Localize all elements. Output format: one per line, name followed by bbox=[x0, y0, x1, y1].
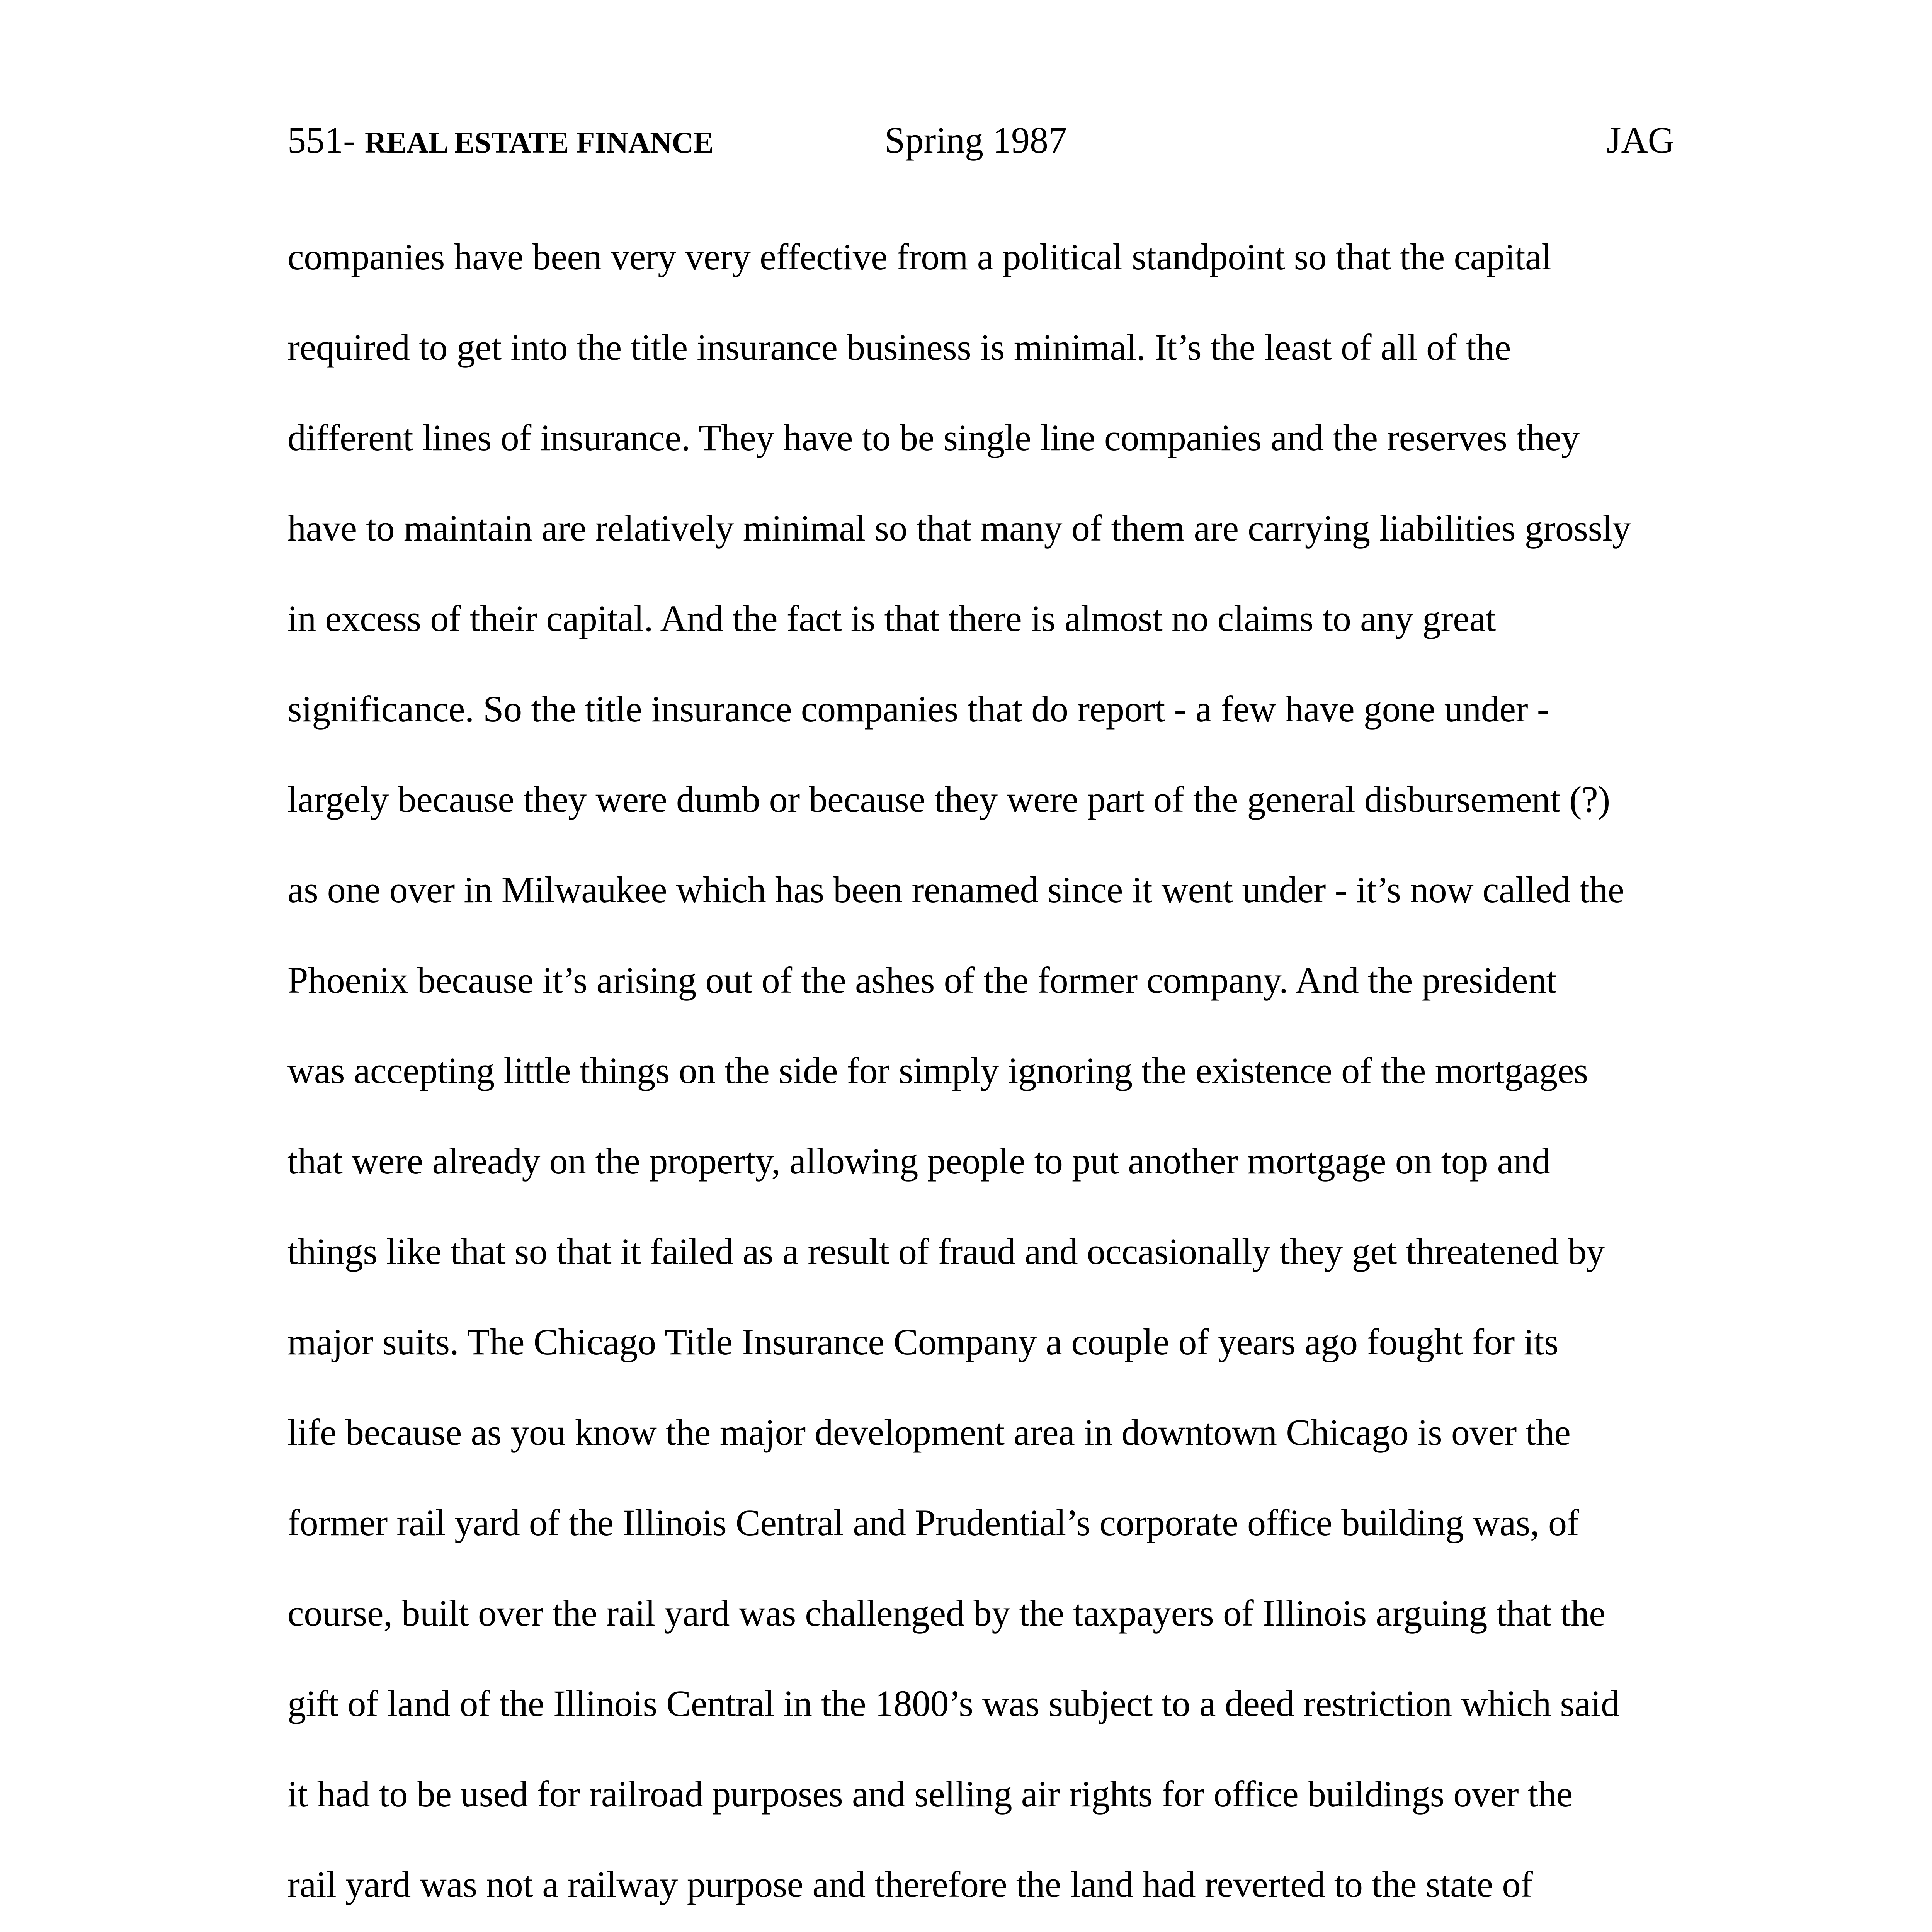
running-header bbox=[287, 115, 1675, 165]
text-line: different lines of insurance. They have to be single line companies and the reserves they bbox=[287, 417, 1580, 458]
text-line: as one over in Milwaukee which has been renamed since it went under - it’s now called the bbox=[287, 869, 1624, 910]
text-line: major suits. The Chicago Title Insurance Company a couple of years ago fought for its bbox=[287, 1321, 1558, 1362]
text-line: life because as you know the major development area in downtown Chicago is over the bbox=[287, 1412, 1571, 1453]
text-line: rail yard was not a railway purpose and therefore the land had reverted to the state of bbox=[287, 1864, 1533, 1905]
text-line: things like that so that it failed as a result of fraud and occasionally they get threatened by bbox=[287, 1231, 1605, 1272]
course-heading bbox=[287, 115, 714, 168]
course-number: 551- bbox=[287, 119, 365, 161]
text-line: course, built over the rail yard was challenged by the taxpayers of Illinois arguing that the bbox=[287, 1592, 1605, 1634]
text-line: in excess of their capital. And the fact is that there is almost no claims to any great bbox=[287, 598, 1496, 639]
text-line: that were already on the property, allowing people to put another mortgage on top and bbox=[287, 1140, 1551, 1182]
text-line: gift of land of the Illinois Central in the 1800’s was subject to a deed restriction which said bbox=[287, 1683, 1619, 1724]
author-initials: JAG bbox=[1606, 119, 1675, 161]
term: Spring 1987 bbox=[884, 119, 1067, 161]
text-line: Phoenix because it’s arising out of the ashes of the former company. And the president bbox=[287, 959, 1556, 1001]
text-line: significance. So the title insurance companies that do report - a few have gone under - bbox=[287, 688, 1549, 730]
text-line: companies have been very very effective from a political standpoint so that the capital bbox=[287, 236, 1552, 277]
body-text bbox=[287, 229, 1686, 1932]
text-line: required to get into the title insurance business is minimal. It’s the least of all of the bbox=[287, 327, 1511, 368]
course-title: REAL ESTATE FINANCE bbox=[364, 126, 714, 159]
text-line: it had to be used for railroad purposes and selling air rights for office buildings over the bbox=[287, 1773, 1573, 1815]
text-line: was accepting little things on the side for simply ignoring the existence of the mortgages bbox=[287, 1050, 1588, 1091]
text-line: former rail yard of the Illinois Central and Prudential’s corporate office building was, of bbox=[287, 1502, 1579, 1543]
text-line: largely because they were dumb or because they were part of the general disbursement (?) bbox=[287, 779, 1610, 820]
text-line: have to maintain are relatively minimal so that many of them are carrying liabilities grossly bbox=[287, 507, 1631, 549]
